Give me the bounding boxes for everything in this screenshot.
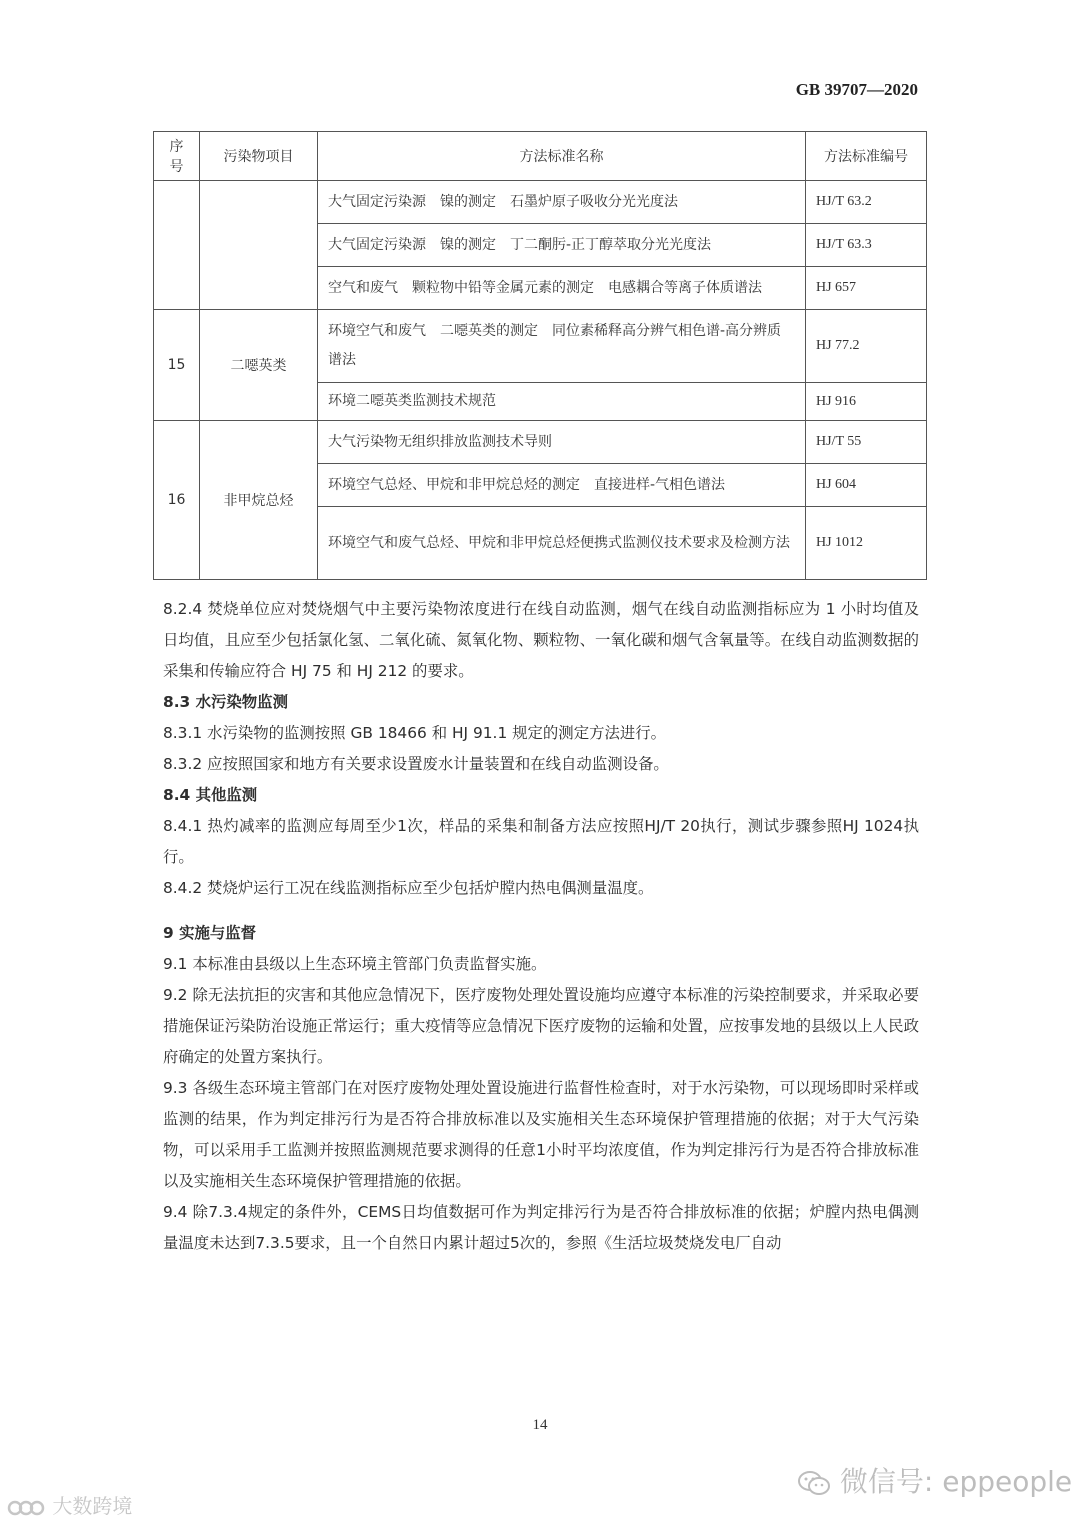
method-name: 环境空气总烃、甲烷和非甲烷总烃的测定 直接进样-气相色谱法	[318, 464, 806, 507]
paragraph-8-4-2: 8.4.2 焚烧炉运行工况在线监测指标应至少包括炉膛内热电偶测量温度。	[163, 879, 654, 897]
row-pollutant	[200, 181, 318, 310]
paragraph-9-3: 9.3 各级生态环境主管部门在对医疗废物处理处置设施进行监督性检查时，对于水污染物，可以现场即时采样或监测的结果，作为判定排污行为是否符合排放标准以及实施相关生态环境保护管理措施的依据；对于大气污染物，可以采用手工监测并按照监测规范要求测得的任意1小时平均浓度值，作为判定排污行为是否符合排放标准以及实施相关生态环境保护管理措施的依据。	[163, 1079, 919, 1190]
page-number: 14	[532, 1417, 548, 1433]
method-code: HJ/T 63.2	[806, 181, 927, 224]
paragraph-8-3-1: 8.3.1 水污染物的监测按照 GB 18466 和 HJ 91.1 规定的测定方法进行。	[163, 724, 667, 742]
method-code: HJ 604	[806, 464, 927, 507]
paragraph-9-2: 9.2 除无法抗拒的灾害和其他应急情况下，医疗废物处理处置设施均应遵守本标准的污染控制要求，并采取必要措施保证污染防治设施正常运行；重大疫情等应急情况下医疗废物的运输和处置，应按事发地的县级以上人民政府确定的处置方案执行。	[163, 986, 919, 1066]
brand-text: 大数跨境	[52, 1494, 133, 1518]
header-method-name: 方法标准名称	[318, 132, 806, 181]
wechat-id-text: 微信号: eppeople	[839, 1465, 1073, 1498]
wechat-watermark	[797, 1460, 1072, 1500]
table-row	[154, 310, 927, 383]
row-pollutant: 非甲烷总烃	[200, 421, 318, 580]
table-header-row	[154, 132, 927, 181]
method-code: HJ 916	[806, 383, 927, 421]
section-heading-9: 9 实施与监督	[163, 924, 257, 942]
header-seq: 序号	[154, 132, 200, 181]
paragraph-9-4: 9.4 除7.3.4规定的条件外，CEMS日均值数据可作为判定排污行为是否符合排放标准的依据；炉膛内热电偶测量温度未达到7.3.5要求，且一个自然日内累计超过5次的，参照《生活垃圾焚烧发电厂自动	[163, 1203, 919, 1252]
paragraph-8-4-1: 8.4.1 热灼减率的监测应每周至少1次，样品的采集和制备方法应按照HJ/T 20执行，测试步骤参照HJ 1024执行。	[163, 817, 919, 866]
row-seq	[154, 181, 200, 310]
method-name: 大气污染物无组织排放监测技术导则	[318, 421, 806, 464]
method-code: HJ/T 63.3	[806, 224, 927, 267]
method-name: 大气固定污染源 镍的测定 丁二酮肟-正丁醇萃取分光光度法	[318, 224, 806, 267]
method-code: HJ 1012	[806, 507, 927, 580]
table-row	[154, 421, 927, 464]
method-code: HJ 77.2	[806, 310, 927, 383]
method-name: 环境空气和废气 二噁英类的测定 同位素稀释高分辨气相色谱-高分辨质谱法	[318, 310, 806, 383]
paragraph-8-3-2: 8.3.2 应按照国家和地方有关要求设置废水计量装置和在线自动监测设备。	[163, 755, 669, 773]
monitoring-methods-table	[153, 131, 927, 580]
row-pollutant: 二噁英类	[200, 310, 318, 421]
table-row	[154, 181, 927, 224]
row-seq: 16	[154, 421, 200, 580]
row-seq: 15	[154, 310, 200, 421]
wechat-icon	[797, 1465, 840, 1498]
method-code: HJ 657	[806, 267, 927, 310]
method-name: 环境二噁英类监测技术规范	[318, 383, 806, 421]
method-name: 大气固定污染源 镍的测定 石墨炉原子吸收分光光度法	[318, 181, 806, 224]
body-text	[163, 594, 919, 1259]
paragraph-8-2-4: 8.2.4 焚烧单位应对焚烧烟气中主要污染物浓度进行在线自动监测，烟气在线自动监测指标应为 1 小时均值及日均值，且应至少包括氯化氢、二氧化硫、氮氧化物、颗粒物、一氧化碳和烟气含氧量等。在线自动监测数据的采集和传输应符合 HJ 75 和 HJ 212 的要求。	[163, 600, 919, 680]
paragraph-9-1: 9.1 本标准由县级以上生态环境主管部门负责监督实施。	[163, 955, 547, 973]
method-name: 空气和废气 颗粒物中铅等金属元素的测定 电感耦合等离子体质谱法	[318, 267, 806, 310]
header-method-code: 方法标准编号	[806, 132, 927, 181]
section-heading-8-3: 8.3 水污染物监测	[163, 693, 288, 711]
header-pollutant: 污染物项目	[200, 132, 318, 181]
section-heading-8-4: 8.4 其他监测	[163, 786, 258, 804]
document-code: GB 39707—2020	[795, 80, 918, 99]
method-code: HJ/T 55	[806, 421, 927, 464]
method-name: 环境空气和废气总烃、甲烷和非甲烷总烃便携式监测仪技术要求及检测方法	[318, 507, 806, 580]
brand-watermark	[6, 1490, 132, 1519]
brand-logo-icon	[6, 1494, 52, 1518]
